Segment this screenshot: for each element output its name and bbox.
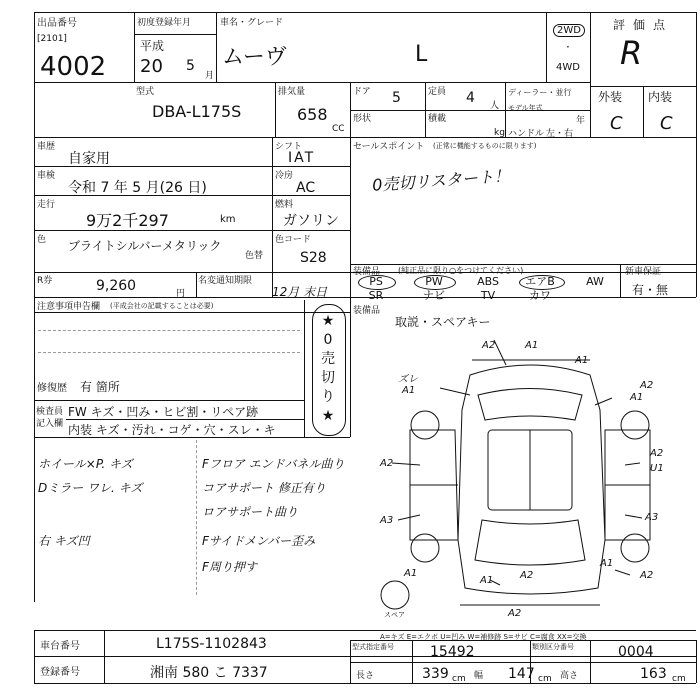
sales-sub: (正常に機能するものに限ります) [433, 142, 537, 150]
note-right-2: コアサポート 修正有り [202, 481, 326, 495]
handle-value: 左・右 [546, 129, 574, 139]
color-change-label: 色替 [245, 251, 264, 261]
spare-label: スペア [384, 611, 405, 619]
note-left-1: ホイール×P. キズ [38, 457, 133, 471]
recycle-value: 9,260 [96, 278, 137, 294]
shift-label: シフト [275, 142, 303, 152]
equip-abs: ABS [477, 275, 499, 288]
extra-equip-value: 取説・スペアキー [395, 315, 491, 329]
plate-label: 登録番号 [40, 667, 80, 678]
year-unit: 年 [576, 116, 586, 126]
damage-mark: ズレ [398, 374, 418, 385]
drive-2wd: 2WD [553, 24, 585, 37]
lot-code: [2101] [37, 34, 67, 44]
class-label: 類別区分番号 [532, 643, 574, 651]
chassis-label: 車台番号 [40, 641, 80, 652]
inspect-value: 令和 7 年 5 月(26 日) [68, 180, 207, 196]
km-unit: km [220, 214, 236, 225]
equip-pw: PW [425, 275, 443, 288]
color-value: ブライトシルバーメタリック [68, 239, 222, 253]
handle-label: ハンドル [508, 129, 545, 139]
tax-value: 12月 末日 [272, 285, 328, 299]
car-grade: L [415, 42, 428, 67]
damage-mark: A2 [380, 458, 394, 469]
damage-mark: A2 [650, 448, 664, 459]
kg-label: kg [494, 128, 505, 138]
class-value: 0004 [618, 644, 654, 660]
equip-airbag: エアB [525, 275, 555, 288]
sold-stamp-text: ★0売切り★ [321, 313, 335, 424]
color-label: 色 [37, 235, 47, 245]
hist-value: 自家用 [68, 151, 110, 167]
mileage-value: 9万2千297 [86, 211, 169, 230]
damage-mark: A1 [404, 568, 418, 579]
length-value: 339 [422, 666, 449, 682]
recycle-label: R券 [37, 276, 53, 286]
damage-mark: A1 [525, 340, 539, 351]
note-left-2: Dミラー ワレ. キズ [38, 481, 143, 495]
note-right-1: Fフロア エンドバネル曲り [202, 457, 345, 471]
equip-aw: AW [586, 275, 604, 288]
yen-unit: 円 [176, 289, 186, 299]
equip-sub: (純正品に限り○をつけてください) [398, 266, 524, 275]
new-warranty-value: 有・無 [632, 283, 669, 297]
height-label: 高さ [560, 671, 579, 681]
damage-mark: U1 [650, 463, 664, 474]
lot-label: 出品番号 [37, 18, 77, 29]
length-label: 長さ [356, 671, 375, 681]
reg-label: 初度登録年月 [137, 18, 192, 28]
note-sub: (平成会社の記載することは必要) [110, 302, 214, 310]
model-value: DBA-L175S [152, 102, 242, 121]
fuel-label: 燃料 [275, 200, 294, 210]
width-value: 147 [508, 666, 535, 682]
door-value: 5 [392, 90, 401, 106]
exterior-value: C [610, 113, 623, 134]
damage-mark: A3 [380, 515, 394, 526]
cert-label: 型式指定番号 [352, 643, 394, 651]
cert-value: 15492 [430, 644, 475, 660]
equip-navi: ナビ [423, 289, 445, 302]
damage-mark: A3 [645, 512, 659, 523]
disp-label: 排気量 [278, 87, 306, 97]
color-code-label: 色コード [275, 235, 312, 245]
note-right-4: Fサイドメンバー歪み [202, 534, 316, 548]
exterior-label: 外装 [598, 90, 623, 104]
length-unit: cm [452, 674, 466, 684]
hist-label: 車歴 [37, 142, 56, 152]
note-left-4: 右 キズ凹 [38, 534, 90, 548]
reg-year: 20 [140, 56, 163, 77]
equip-tv: TV [480, 289, 496, 302]
model-label: 型式 [136, 87, 155, 97]
damage-mark: A1 [402, 385, 416, 396]
damage-mark: A2 [640, 380, 654, 391]
damage-mark: A1 [575, 355, 589, 366]
extra-equip-label: 装備品 [353, 306, 381, 316]
car-name-label: 車名・グレード [220, 18, 284, 28]
person-unit: 人 [490, 101, 500, 111]
width-label: 幅 [474, 671, 484, 681]
month-unit: 月 [205, 71, 215, 81]
note-right-3: ロアサポート曲り [202, 505, 299, 519]
era: 平成 [140, 39, 165, 53]
lot-number: 4002 [40, 52, 107, 82]
plate-value: 湘南 580 こ 7337 [150, 665, 268, 681]
sales-label: セールスポイント [353, 142, 425, 152]
chassis-value: L175S-1102843 [156, 636, 267, 652]
tax-label: 名変通知期限 [198, 276, 253, 286]
interior-value: C [660, 113, 673, 134]
cap-label: 定員 [428, 87, 447, 97]
new-warranty-label: 新車保証 [625, 267, 662, 277]
repair-value: 有 箇所 [80, 380, 120, 394]
damage-mark: A2 [482, 340, 496, 351]
equip-sr: SR [368, 289, 384, 302]
drive-dot: · [566, 40, 570, 54]
dealer-label: ディーラー・並行 [508, 88, 572, 97]
damage-mark: A2 [520, 570, 534, 581]
reg-month: 5 [186, 58, 195, 74]
equip-leather: カワ [529, 289, 551, 302]
fuel-value: ガソリン [283, 213, 339, 229]
inspect-label: 車検 [37, 171, 56, 181]
damage-mark: A1 [480, 575, 494, 586]
ac-value: AC [296, 180, 316, 196]
inspector-row2: 内装 キズ・汚れ・コゲ・穴・スレ・キ [68, 423, 276, 437]
legend-text: A=キズ E=エクボ U=凹み W=補修跡 S=サビ C=腐食 XX=交換 [380, 633, 587, 641]
load-label: 積載 [428, 114, 447, 124]
inspector-row1: FW キズ・凹み・ヒビ割・リペア跡 [68, 405, 259, 419]
score-label: 評価点 [613, 18, 674, 32]
height-unit: cm [672, 674, 686, 684]
inspector-label: 検査員記入欄 [36, 407, 64, 429]
disp-value: 658 [297, 105, 328, 124]
sales-text: 0売切リスタート！ [371, 166, 511, 195]
damage-mark: A2 [508, 608, 522, 619]
cc-unit: CC [332, 124, 345, 134]
shape-label: 形状 [353, 114, 372, 124]
model-year-label: モデル年式 [508, 104, 543, 112]
repair-label: 修復歴 [37, 383, 67, 394]
width-unit: cm [538, 674, 552, 684]
note-label: 注意事項申告欄 [37, 302, 101, 312]
damage-mark: A2 [640, 570, 654, 581]
equip-label: 装備品 [353, 267, 381, 277]
cap-value: 4 [466, 90, 475, 106]
interior-label: 内装 [648, 90, 673, 104]
note-right-5: F周り押す [202, 560, 257, 574]
equip-ps: PS [369, 275, 383, 288]
shift-value: IAT [288, 150, 316, 166]
damage-mark: A1 [600, 558, 614, 569]
color-code-value: S28 [300, 250, 327, 266]
damage-mark: A1 [630, 392, 644, 403]
drive-4wd: 4WD [556, 62, 580, 73]
car-name: ムーヴ [222, 45, 287, 70]
door-label: ドア [353, 87, 371, 97]
mileage-label: 走行 [37, 200, 56, 210]
height-value: 163 [640, 666, 667, 682]
ac-label: 冷房 [275, 171, 294, 181]
score-value: R [620, 34, 643, 72]
